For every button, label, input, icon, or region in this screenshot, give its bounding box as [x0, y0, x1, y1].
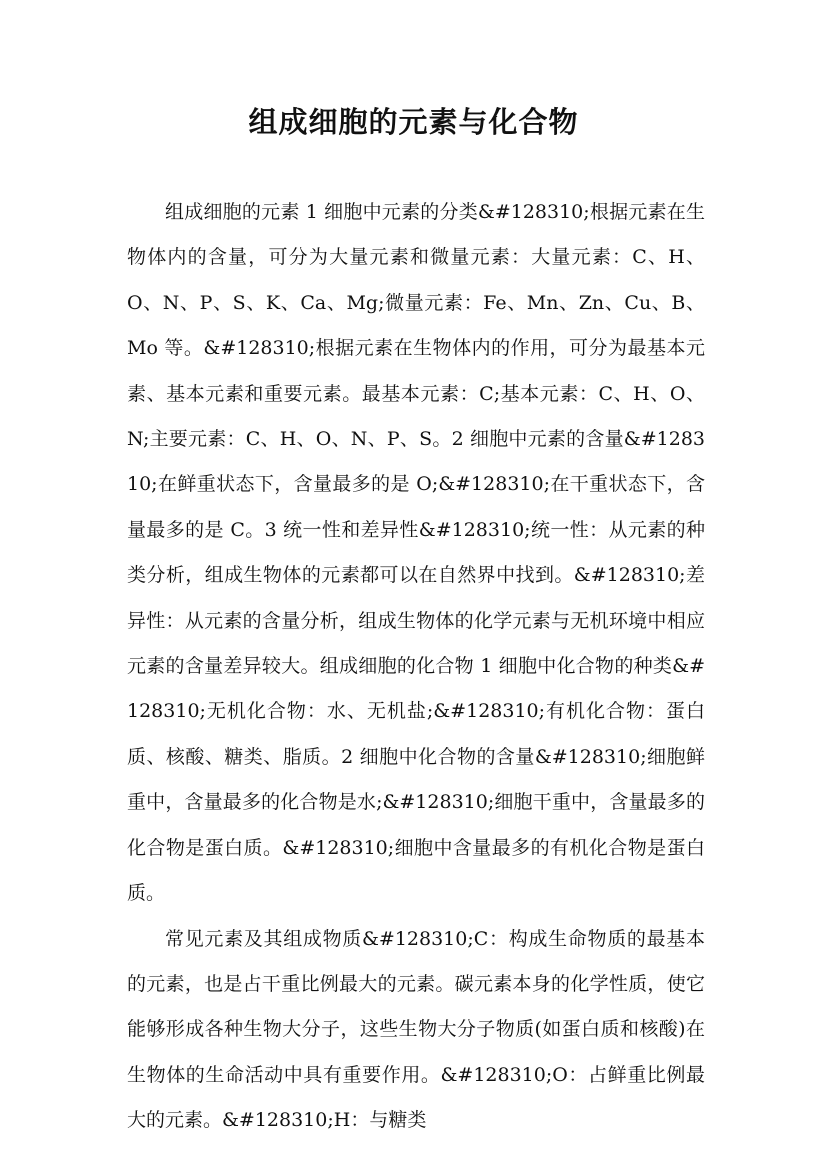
- paragraph-common-elements: 常见元素及其组成物质&#128310;C：构成生命物质的最基本的元素，也是占干重比例最大的元素。碳元素本身的化学性质，使它能够形成各种生物大分子，这些生物大分子物质(如蛋白质和核酸)在生物体的生命活动中具有重要作用。&#128310;O：占鲜重比例最大的元素。&#128310;H：与糖类: [127, 927, 705, 1132]
- document-body: [127, 190, 705, 1144]
- paragraph-elements-and-compounds: 组成细胞的元素 1 细胞中元素的分类&#128310;根据元素在生物体内的含量，可分为大量元素和微量元素：大量元素：C、H、O、N、P、S、K、Ca、Mg;微量元素：Fe、Mn、Zn、Cu、B、Mo 等。&#128310;根据元素在生物体内的作用，可分为最基本元素、基本元素和重要元素。最基本元素：C;基本元素：C、H、O、N;主要元素：C、H、O、N、P、S。2 细胞中元素的含量&#128310;在鲜重状态下，含量最多的是 O;&#128310;在干重状态下，含量最多的是 C。3 统一性和差异性&#128310;统一性：从元素的种类分析，组成生物体的元素都可以在自然界中找到。&#128310;差异性：从元素的含量分析，组成生物体的化学元素与无机环境中相应元素的含量差异较大。组成细胞的化合物 1 细胞中化合物的种类&#128310;无机化合物：水、无机盐;&#128310;有机化合物：蛋白质、核酸、糖类、脂质。2 细胞中化合物的含量&#128310;细胞鲜重中，含量最多的化合物是水;&#128310;细胞干重中，含量最多的化合物是蛋白质。&#128310;细胞中含量最多的有机化合物是蛋白质。: [127, 201, 705, 905]
- document-title: 组成细胞的元素与化合物: [248, 105, 579, 139]
